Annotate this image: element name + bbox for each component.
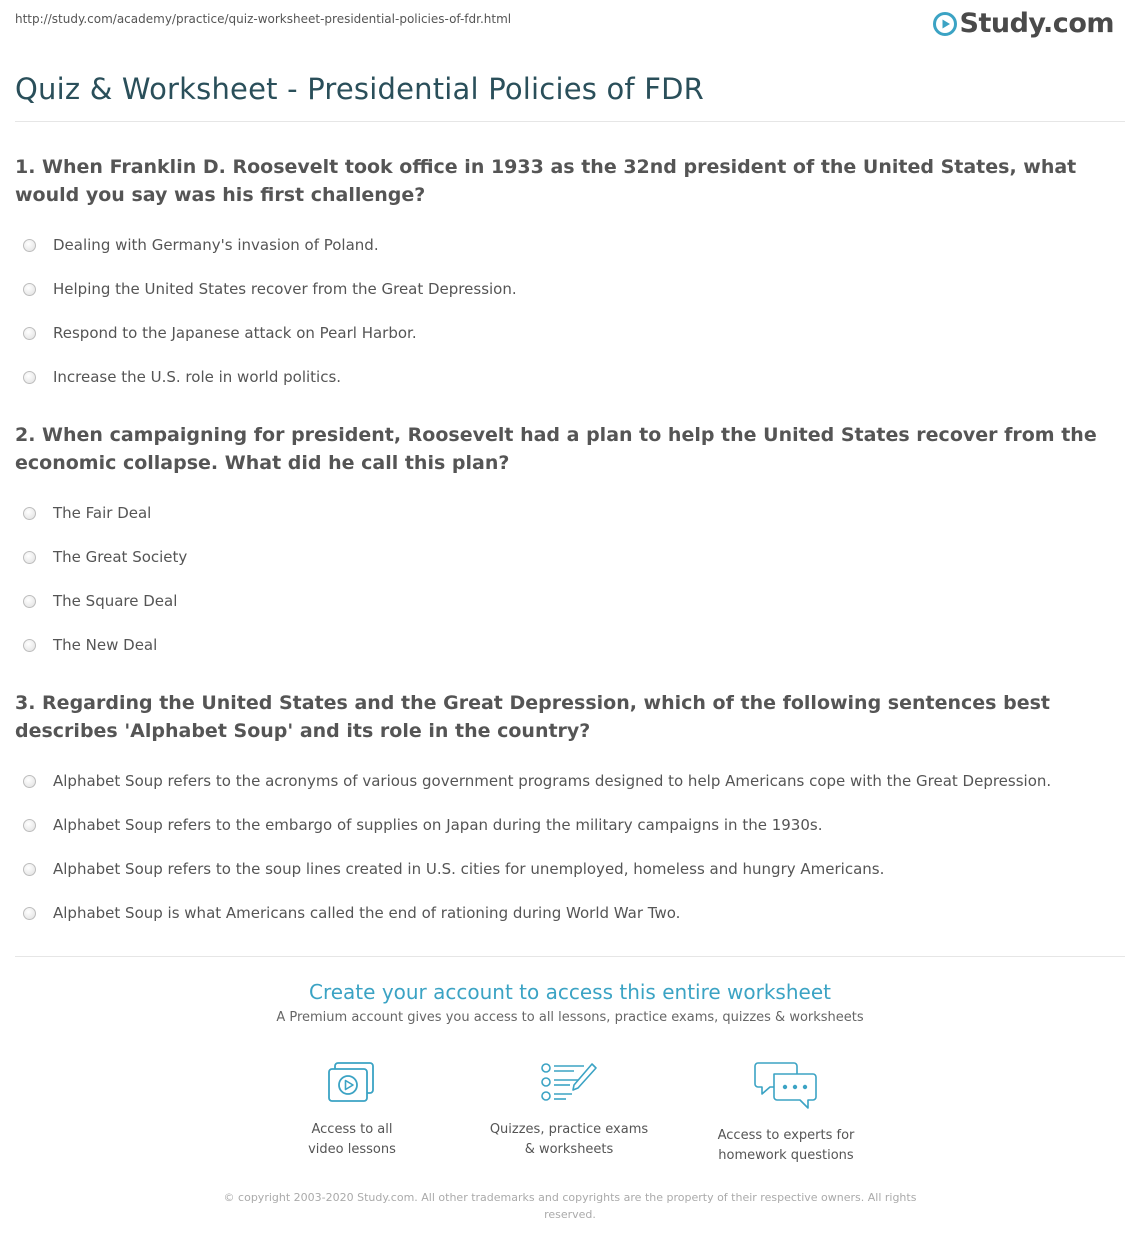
radio-button[interactable] bbox=[23, 863, 36, 876]
cta-subtitle: A Premium account gives you access to all lessons, practice exams, quizzes & worksheets bbox=[276, 1010, 864, 1025]
question-3 bbox=[15, 689, 1125, 935]
answer-label: Respond to the Japanese attack on Pearl Harbor. bbox=[53, 324, 417, 342]
radio-button[interactable] bbox=[23, 907, 36, 920]
page-url: http://study.com/academy/practice/quiz-worksheet-presidential-policies-of-fdr.html bbox=[15, 12, 512, 26]
answer-label: The New Deal bbox=[53, 636, 158, 654]
video-lessons-icon bbox=[326, 1060, 378, 1106]
feature-label: Access to experts for homework questions bbox=[717, 1128, 855, 1163]
radio-button[interactable] bbox=[23, 371, 36, 384]
answer-option[interactable] bbox=[15, 759, 1125, 803]
radio-button[interactable] bbox=[23, 239, 36, 252]
radio-button[interactable] bbox=[23, 283, 36, 296]
radio-button[interactable] bbox=[23, 595, 36, 608]
answer-label: Increase the U.S. role in world politics. bbox=[53, 368, 342, 386]
quiz-checklist-icon bbox=[540, 1060, 598, 1106]
question-1 bbox=[15, 153, 1125, 399]
answer-option[interactable] bbox=[15, 847, 1125, 891]
radio-button[interactable] bbox=[23, 551, 36, 564]
question-text: 2. When campaigning for president, Roosevelt had a plan to help the United States recover from the economic collapse. What did he call this plan? bbox=[15, 424, 1097, 474]
chat-bubbles-icon bbox=[754, 1060, 818, 1112]
feature-experts bbox=[686, 1060, 886, 1166]
question-text: 1. When Franklin D. Roosevelt took office in 1933 as the 32nd president of the United States, what would you say was his first challenge? bbox=[15, 156, 1077, 206]
answer-option[interactable] bbox=[15, 535, 1125, 579]
answer-option[interactable] bbox=[15, 491, 1125, 535]
section-divider bbox=[15, 956, 1125, 957]
radio-button[interactable] bbox=[23, 327, 36, 340]
feature-label: Quizzes, practice exams & worksheets bbox=[489, 1122, 649, 1157]
logo-text: Study.com bbox=[959, 8, 1114, 39]
study-logo[interactable] bbox=[933, 8, 1114, 39]
answer-label: Alphabet Soup refers to the embargo of supplies on Japan during the military campaigns in the 1930s. bbox=[53, 816, 823, 834]
answer-option[interactable] bbox=[15, 891, 1125, 935]
answer-options bbox=[15, 491, 1125, 667]
feature-label: Access to all video lessons bbox=[308, 1122, 396, 1157]
answer-label: The Square Deal bbox=[53, 592, 178, 610]
answer-options bbox=[15, 759, 1125, 935]
play-circle-icon bbox=[933, 12, 957, 36]
radio-button[interactable] bbox=[23, 507, 36, 520]
page-title: Quiz & Worksheet - Presidential Policies of FDR bbox=[15, 72, 705, 106]
answer-option[interactable] bbox=[15, 311, 1125, 355]
question-text: 3. Regarding the United States and the Great Depression, which of the following sentences best describes 'Alphabet Soup' and its role in the country? bbox=[15, 692, 1050, 742]
cta-title[interactable]: Create your account to access this entire worksheet bbox=[309, 980, 831, 1004]
feature-video-lessons bbox=[252, 1060, 452, 1160]
answer-option[interactable] bbox=[15, 579, 1125, 623]
answer-label: Helping the United States recover from the Great Depression. bbox=[53, 280, 517, 298]
answer-option[interactable] bbox=[15, 223, 1125, 267]
answer-label: Alphabet Soup refers to the acronyms of various government programs designed to help Americans cope with the Great Depression. bbox=[53, 772, 1052, 790]
answer-option[interactable] bbox=[15, 623, 1125, 667]
radio-button[interactable] bbox=[23, 775, 36, 788]
answer-label: Alphabet Soup refers to the soup lines created in U.S. cities for unemployed, homeless and hungry Americans. bbox=[53, 860, 885, 878]
answer-label: Dealing with Germany's invasion of Poland. bbox=[53, 236, 379, 254]
answer-option[interactable] bbox=[15, 267, 1125, 311]
radio-button[interactable] bbox=[23, 639, 36, 652]
answer-option[interactable] bbox=[15, 355, 1125, 399]
answer-label: The Fair Deal bbox=[53, 504, 152, 522]
title-divider bbox=[15, 121, 1125, 122]
signup-cta bbox=[0, 980, 1140, 1025]
question-2 bbox=[15, 421, 1125, 667]
copyright: © copyright 2003-2020 Study.com. All other trademarks and copyrights are the property of their respective owners. All rights reserved. bbox=[223, 1191, 917, 1221]
answer-options bbox=[15, 223, 1125, 399]
radio-button[interactable] bbox=[23, 819, 36, 832]
answer-label: Alphabet Soup is what Americans called the end of rationing during World War Two. bbox=[53, 904, 681, 922]
answer-label: The Great Society bbox=[53, 548, 188, 566]
feature-quizzes bbox=[469, 1060, 669, 1160]
answer-option[interactable] bbox=[15, 803, 1125, 847]
